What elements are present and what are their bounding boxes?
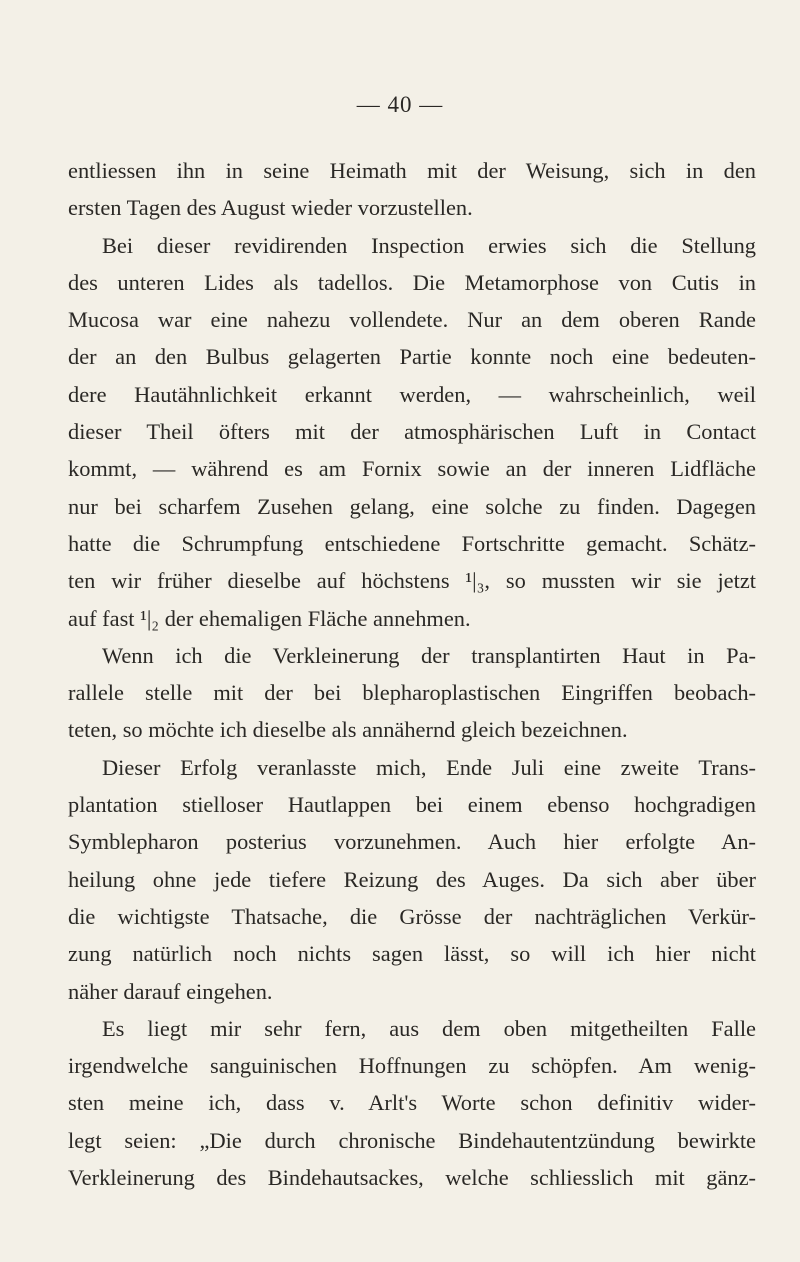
page-number-header: — 40 —	[356, 92, 444, 117]
text-line: ten wir früher dieselbe auf höchstens ¹|₃, so mussten wir sie jetzt	[68, 568, 756, 594]
text-line: legt seien: „Die durch chronische Bindehautentzündung bewirkte	[68, 1127, 756, 1153]
text-line: plantation stielloser Hautlappen bei einem ebenso hochgradigen	[68, 792, 756, 818]
text-line: irgendwelche sanguinischen Hoffnungen zu schöpfen. Am wenig-	[68, 1053, 756, 1079]
text-line: Wenn ich die Verkleinerung der transplantirten Haut in Pa-	[102, 642, 756, 668]
text-line: näher darauf eingehen.	[68, 978, 273, 1004]
text-line: zung natürlich noch nichts sagen lässt, so will ich hier nicht	[68, 941, 756, 967]
text-line: nur bei scharfem Zusehen gelang, eine solche zu finden. Dagegen	[68, 493, 756, 519]
text-line: auf fast ¹|₂ der ehemaligen Fläche annehmen.	[68, 605, 471, 631]
text-line: heilung ohne jede tiefere Reizung des Auges. Da sich aber über	[68, 866, 756, 892]
text-line: Mucosa war eine nahezu vollendete. Nur an dem oberen Rande	[68, 307, 756, 333]
text-line: des unteren Lides als tadellos. Die Metamorphose von Cutis in	[68, 269, 756, 295]
text-line: der an den Bulbus gelagerten Partie konnte noch eine bedeuten-	[68, 344, 756, 370]
text-line: sten meine ich, dass v. Arlt's Worte schon definitiv wider-	[68, 1090, 756, 1116]
text-line: rallele stelle mit der bei blepharoplastischen Eingriffen beobach-	[68, 680, 756, 706]
body-text	[68, 152, 756, 1196]
text-line: dere Hautähnlichkeit erkannt werden, — wahrscheinlich, weil	[68, 381, 756, 407]
text-line: entliessen ihn in seine Heimath mit der Weisung, sich in den	[68, 158, 756, 183]
text-line: hatte die Schrumpfung entschiedene Fortschritte gemacht. Schätz-	[68, 530, 756, 556]
text-line: dieser Theil öfters mit der atmosphärischen Luft in Contact	[68, 419, 756, 445]
text-line: Verkleinerung des Bindehautsackes, welche schliesslich mit gänz-	[68, 1165, 756, 1191]
text-line: Es liegt mir sehr fern, aus dem oben mitgetheilten Falle	[102, 1015, 756, 1041]
text-line: ersten Tagen des August wieder vorzustellen.	[68, 195, 473, 221]
text-line: teten, so möchte ich dieselbe als annähernd gleich bezeichnen.	[68, 717, 628, 743]
text-line: Bei dieser revidirenden Inspection erwies sich die Stellung	[102, 232, 756, 258]
text-line: Dieser Erfolg veranlasste mich, Ende Juli eine zweite Trans-	[102, 754, 756, 780]
text-line: Symblepharon posterius vorzunehmen. Auch hier erfolgte An-	[68, 829, 756, 855]
text-line: die wichtigste Thatsache, die Grösse der nachträglichen Verkür-	[68, 903, 756, 929]
text-line: kommt, — während es am Fornix sowie an der inneren Lidfläche	[68, 456, 756, 482]
